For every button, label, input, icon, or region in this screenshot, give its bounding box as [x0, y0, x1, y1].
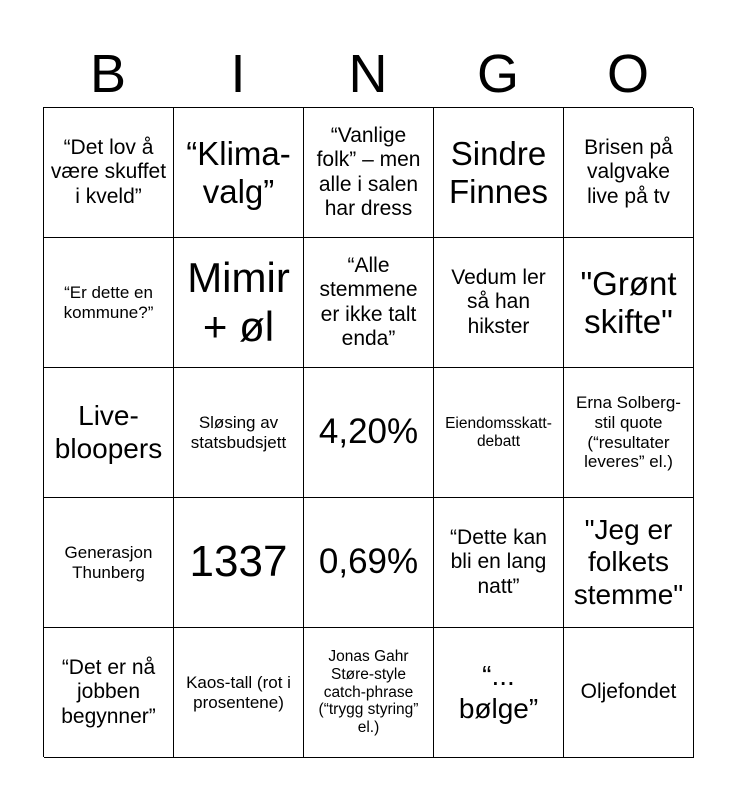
bingo-cell[interactable]: “Det er nå jobben begynner” [44, 628, 174, 758]
bingo-cell[interactable]: Oljefondet [564, 628, 694, 758]
bingo-cell[interactable]: Sindre Finnes [434, 108, 564, 238]
bingo-cell[interactable]: “Dette kan bli en lang natt” [434, 498, 564, 628]
bingo-cell[interactable]: Vedum ler så han hikster [434, 238, 564, 368]
header-letter-o: O [606, 44, 649, 104]
bingo-cell[interactable]: Generasjon Thunberg [44, 498, 174, 628]
bingo-cell[interactable]: Eiendomsskatt-debatt [434, 368, 564, 498]
bingo-grid [43, 107, 693, 757]
bingo-cell[interactable]: 1337 [174, 498, 304, 628]
bingo-cell[interactable]: “Det lov å være skuffet i kveld” [44, 108, 174, 238]
bingo-header [43, 40, 693, 108]
bingo-cell[interactable]: “Klima-valg” [174, 108, 304, 238]
bingo-cell[interactable]: Sløsing av statsbudsjett [174, 368, 304, 498]
header-letter-g: G [476, 44, 519, 104]
bingo-cell[interactable]: "Jeg er folkets stemme" [564, 498, 694, 628]
bingo-cell[interactable]: "Grønt skifte" [564, 238, 694, 368]
bingo-cell[interactable]: “Vanlige folk” – men alle i salen har dress [304, 108, 434, 238]
bingo-cell[interactable]: Jonas Gahr Støre-style catch-phrase (“trygg styring” el.) [304, 628, 434, 758]
bingo-cell[interactable]: Mimir + øl [174, 238, 304, 368]
header-letter-n: N [348, 44, 388, 104]
bingo-cell[interactable]: “Alle stemmene er ikke talt enda” [304, 238, 434, 368]
header-letter-b: B [89, 44, 127, 104]
bingo-cell[interactable]: 0,69% [304, 498, 434, 628]
bingo-cell[interactable]: “... bølge” [434, 628, 564, 758]
bingo-cell[interactable]: Brisen på valgvake live på tv [564, 108, 694, 238]
bingo-cell[interactable]: “Er dette en kommune?” [44, 238, 174, 368]
bingo-cell[interactable]: Erna Solberg-stil quote (“resultater leveres” el.) [564, 368, 694, 498]
bingo-cell[interactable]: Kaos-tall (rot i prosentene) [174, 628, 304, 758]
bingo-cell[interactable]: 4,20% [304, 368, 434, 498]
header-letter-i: I [230, 44, 246, 104]
bingo-cell[interactable]: Live-bloopers [44, 368, 174, 498]
